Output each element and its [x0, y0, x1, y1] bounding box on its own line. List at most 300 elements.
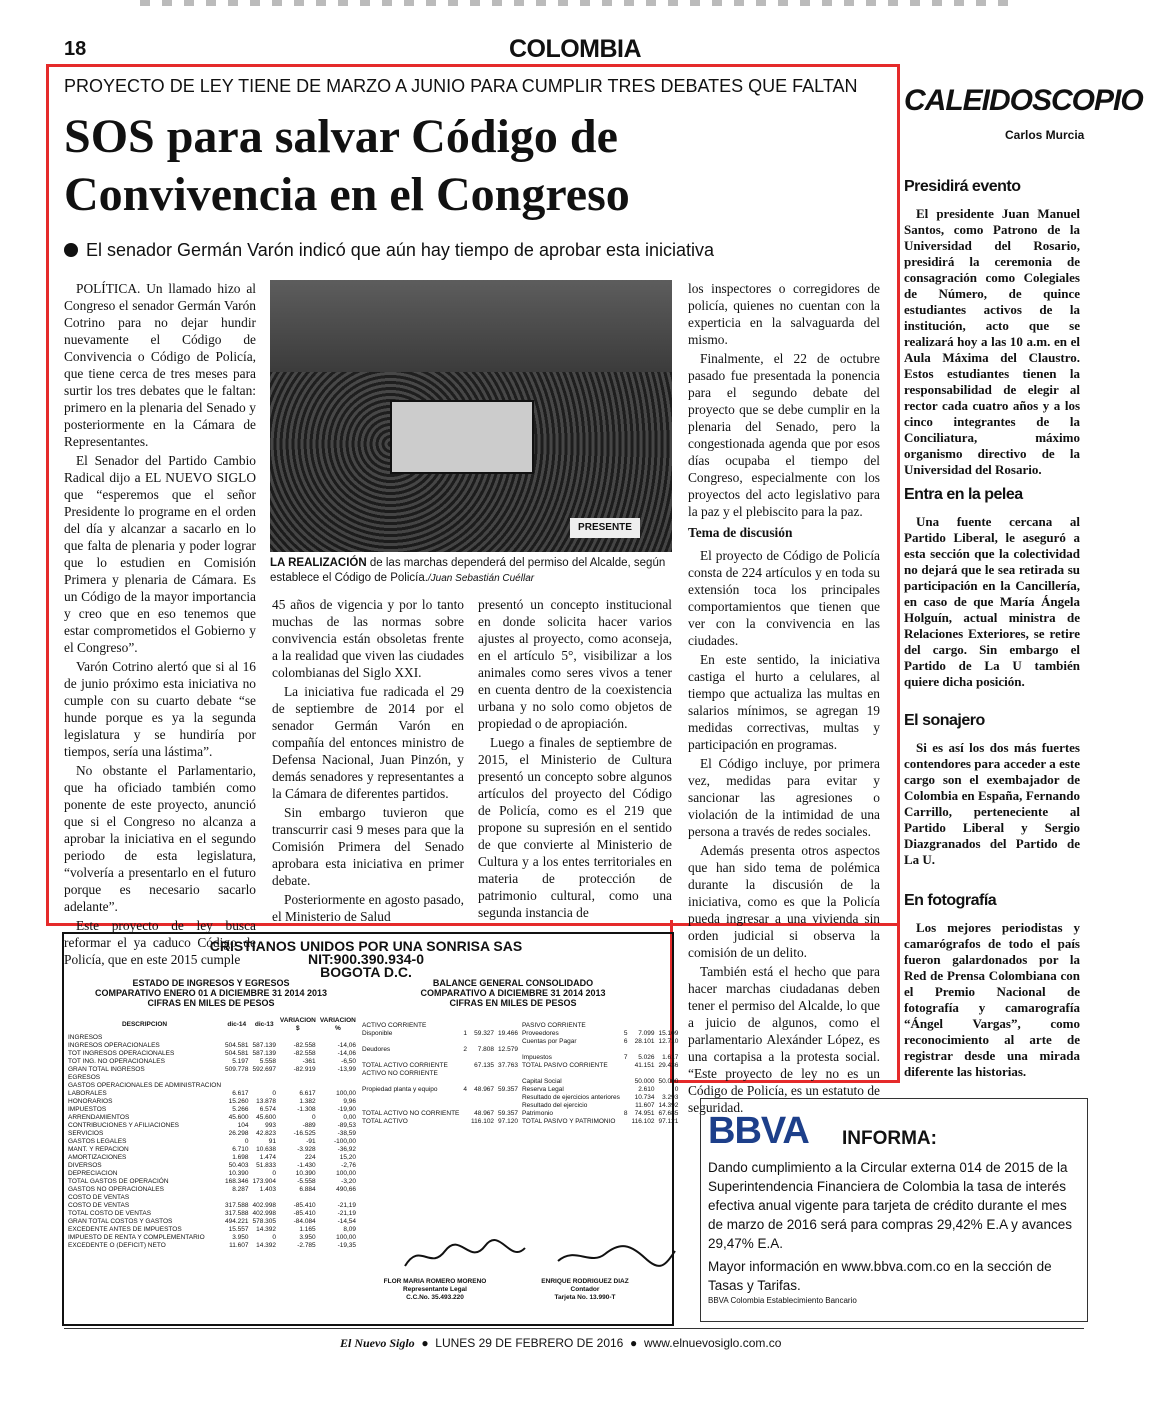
caption-credit: /Juan Sebastián Cuéllar	[427, 573, 535, 584]
table-row	[360, 1070, 680, 1078]
paragraph: El Senador del Partido Cambio Radical dijo a EL NUEVO SIGLO que “esperemos que el señor Presidente lo programe en el orden del día y alcanzar a sacarlo en lo que falta de plenaria y poder lograr que lo estudien en Comisión Primera y plenaria de Cámara. Es un Código de la mayor importancia y creo que en eso tenemos que estar comprometidos el Gobierno y el Congreso”.	[64, 453, 256, 655]
table-cell: 10.390	[228, 1170, 249, 1177]
headline-line-2: Convivencia en el Congreso	[64, 168, 630, 221]
table-row	[360, 1118, 680, 1126]
table-cell: 0	[244, 1138, 249, 1145]
table-cell: Patrimonio	[521, 1110, 554, 1117]
table-cell	[622, 1062, 630, 1070]
table-cell: -82.558	[293, 1050, 316, 1057]
sidebar-brand: CALEIDOSCOPIO	[904, 84, 1143, 117]
table-cell	[360, 1054, 461, 1062]
table-cell: GRAN TOTAL INGRESOS	[68, 1066, 145, 1073]
sidebar-item-text: Si es así los dos más fuertes contendores para acceder a este cargo son el exembajador de Colombia en España, Fernando Carrillo, perteneciente al Partido Liberal y Sergio Diazgranados del Partido de La U.	[904, 740, 1080, 867]
table-cell: TOTAL PASIVO CORRIENTE	[521, 1062, 608, 1069]
table-cell	[461, 1038, 469, 1046]
paragraph: los inspectores o corregidores de policía, quienes no cuentan con la experticia en la salvaguarda del mismo.	[688, 281, 880, 347]
table-cell	[318, 1074, 358, 1082]
table-cell: 5.197	[232, 1058, 249, 1065]
table-cell: -91	[306, 1138, 316, 1145]
table-cell	[360, 1038, 461, 1046]
signatory-role: Representante Legal	[403, 1286, 467, 1293]
sidebar-item-text: Los mejores periodistas y camarógrafos de todo el país fueron galardonados por la Red de Prensa Colombiana con el Premio Nacional de fotografía y camarografía “Ángel Vargas”, como reconocimiento al arte de registrar desde una mirada diferente las historias.	[904, 920, 1080, 1079]
table-cell: EXCEDENTE O (DEFICIT) NETO	[68, 1242, 166, 1249]
table-row	[66, 1106, 358, 1114]
table-cell	[496, 1078, 520, 1086]
footer-date: LUNES 29 DE FEBRERO DE 2016	[435, 1336, 624, 1350]
table-cell: 5.558	[259, 1058, 277, 1065]
table-cell	[360, 1094, 461, 1102]
table-cell: GASTOS NO OPERACIONALES	[68, 1186, 164, 1193]
table-cell: 104	[237, 1122, 249, 1129]
signature-2-icon	[550, 1236, 680, 1276]
table-cell: 1	[463, 1030, 468, 1037]
table-cell: 6.710	[232, 1146, 249, 1153]
table-cell: EGRESOS	[68, 1074, 101, 1081]
signatory-2	[520, 1278, 650, 1302]
table-cell	[496, 1102, 520, 1110]
table-cell	[461, 1070, 469, 1078]
balance-period: COMPARATIVO A DICIEMBRE 31 2014 2013	[420, 988, 606, 998]
table-cell: 26.298	[228, 1130, 249, 1137]
table-cell: -21,19	[337, 1210, 356, 1217]
table-cell: -6,50	[341, 1058, 356, 1065]
sidebar-item-title: Entra en la pelea	[904, 486, 1023, 503]
section-title: COLOMBIA	[508, 35, 642, 63]
table-cell: 13.878	[256, 1098, 277, 1105]
table-cell: 578.305	[252, 1218, 277, 1225]
table-cell: 15.557	[228, 1226, 249, 1233]
article-headline	[64, 108, 874, 224]
table-cell: -38,59	[337, 1130, 356, 1137]
table-row	[66, 1122, 358, 1130]
table-cell: GRAN TOTAL COSTOS Y GASTOS	[68, 1218, 173, 1225]
subheading: Tema de discusión	[688, 525, 793, 540]
table-cell: -82.919	[293, 1066, 316, 1073]
sidebar-item-text: Una fuente cercana al Partido Liberal, le aseguró a esta sección que la colectividad no dejará que le sea retirada su participación en la Cancillería, en caso de que María Ángela Holguín, actual ministra de Relaciones Exteriores, se retire del cargo. Sin embargo el Partido de La U también quiere dicha posición.	[904, 514, 1080, 689]
paragraph: Luego a finales de septiembre de 2015, el Ministerio de Cultura presentó un concepto sobre algunos artículos del proyecto del Código de Policía, como es el 219 que propone su supresión en el sentido de que convierte al Ministerio de Cultura y a los entes territoriales en materia de protección de patrimonio cultural, como una segunda instancia de	[478, 735, 672, 920]
table-cell: -84.084	[293, 1218, 316, 1225]
table-row	[360, 1094, 680, 1102]
table-cell	[251, 1082, 279, 1090]
table-row	[66, 1170, 358, 1178]
table-row	[66, 1130, 358, 1138]
table-cell: 7	[623, 1054, 628, 1061]
table-cell	[461, 1102, 469, 1110]
paragraph: presentó un concepto institucional en donde solicita hacer varios ajustes al proyecto, como aconseja, en el artículo 5°, visibilizar a los animales como seres vivos a tener en cuenta dentro de la coexistencia urbana y no solo como objetos de propiedad o de apropiación.	[478, 597, 672, 731]
sidebar-item-title: En fotografía	[904, 892, 997, 909]
ad-city: BOGOTA D.C.	[320, 964, 412, 980]
table-cell: DIVERSOS	[68, 1162, 102, 1169]
table-row	[66, 1138, 358, 1146]
table-cell: 494.221	[225, 1218, 249, 1225]
table-cell: 67.685	[658, 1110, 679, 1117]
table-cell	[496, 1038, 520, 1046]
table-cell	[469, 1102, 496, 1110]
signatory-id: C.C.No. 35.493.220	[406, 1294, 464, 1301]
table-cell	[469, 1078, 496, 1086]
page-number: 18	[64, 38, 87, 60]
sidebar-author: Carlos Murcia	[1005, 128, 1085, 142]
table-row	[66, 1186, 358, 1194]
table-cell	[520, 1046, 622, 1054]
table-cell: -100,00	[333, 1138, 356, 1145]
table-cell: -19,35	[337, 1242, 356, 1249]
table-cell: -2.785	[297, 1242, 316, 1249]
bbva-more-info: Mayor información en www.bbva.com.co en la sección de Tasas y Tarifas.	[708, 1259, 1052, 1293]
table-cell: PASIVO CORRIENTE	[521, 1022, 586, 1029]
table-cell: 0	[272, 1090, 277, 1097]
article-column-3	[478, 596, 672, 923]
table-cell: TOT INGRESOS OPERACIONALES	[68, 1050, 175, 1057]
signatory-id: Tarjeta No. 13.990-T	[554, 1294, 616, 1301]
table-cell: 100,00	[336, 1170, 356, 1177]
table-cell: 2	[463, 1046, 468, 1053]
table-cell: 15.109	[658, 1030, 679, 1037]
table-row	[360, 1062, 680, 1070]
table-row	[360, 1022, 680, 1030]
signatory-name: ENRIQUE RODRIGUEZ DIAZ	[541, 1278, 629, 1285]
table-cell	[622, 1086, 630, 1094]
footer-site: www.elnuevosiglo.com.co	[643, 1336, 782, 1350]
table-cell: -89,53	[337, 1122, 356, 1129]
table-row	[66, 1082, 358, 1090]
table-cell	[520, 1070, 622, 1078]
table-cell: -85.410	[293, 1210, 316, 1217]
table-cell: -14,06	[337, 1042, 356, 1049]
col-header: VARIACION %	[319, 1017, 356, 1032]
table-cell	[629, 1046, 656, 1054]
table-cell: -5.558	[297, 1178, 316, 1185]
table-cell: 0	[312, 1114, 316, 1121]
table-cell: 14.392	[658, 1102, 679, 1109]
table-row	[360, 1030, 680, 1038]
table-cell	[278, 1082, 318, 1090]
table-cell: Impuestos	[521, 1054, 552, 1061]
paragraph: Sin embargo tuvieron que transcurrir casi 9 meses para que la Comisión Primera del Senado aprobara esta iniciativa en primer debate.	[272, 805, 464, 888]
table-row	[66, 1034, 358, 1042]
article-photo	[270, 280, 672, 552]
table-cell	[318, 1034, 358, 1042]
table-cell: 7.808	[477, 1046, 495, 1053]
article-column-2	[272, 596, 464, 927]
photo-caption	[270, 556, 672, 586]
table-cell: 59.357	[498, 1086, 518, 1093]
table-row	[360, 1110, 680, 1118]
table-cell: 74.951	[634, 1110, 655, 1117]
paragraph: Este proyecto de ley busca reformar el ya caduco Código de Policía, que en este 2015 cumple	[64, 918, 256, 967]
table-cell: -85.410	[293, 1202, 316, 1209]
table-cell: 100,00	[336, 1090, 356, 1097]
table-cell	[318, 1194, 358, 1202]
table-cell	[469, 1054, 496, 1062]
table-cell	[496, 1054, 520, 1062]
table-cell: ACTIVO CORRIENTE	[362, 1022, 427, 1029]
table-row	[66, 1146, 358, 1154]
paragraph: También está el hecho que para hacer marchas ciudadanas deben tener el permiso del Alcalde, lo que a juicio de algunos, como el parlamentario Alexánder López, es una cortapisa a la protesta social. “Este proyecto de ley no es un Código de Policía, es un estatuto de seguridad.	[688, 964, 880, 1115]
table-cell: 402.998	[252, 1210, 277, 1217]
table-cell: COSTO DE VENTAS	[68, 1202, 130, 1209]
bbva-body	[708, 1158, 1078, 1295]
table-row	[66, 1234, 358, 1242]
headline-line-1: SOS para salvar Código de	[64, 110, 618, 163]
income-title: ESTADO DE INGRESOS Y EGRESOS	[132, 978, 290, 988]
table-cell: TOTAL COSTO DE VENTAS	[68, 1210, 152, 1217]
table-cell: 3.950	[299, 1234, 316, 1241]
table-row	[360, 1054, 680, 1062]
table-cell: 7.099	[638, 1030, 655, 1037]
table-cell	[469, 1022, 496, 1030]
table-row	[66, 1090, 358, 1098]
table-cell: -361	[302, 1058, 316, 1065]
table-cell	[223, 1074, 251, 1082]
table-row	[360, 1102, 680, 1110]
bbva-logo: BBVA	[708, 1110, 809, 1152]
table-cell	[622, 1094, 630, 1102]
table-cell	[622, 1118, 630, 1126]
table-cell: 509.778	[225, 1066, 249, 1073]
table-cell: Disponible	[362, 1030, 393, 1037]
table-cell: -16.525	[293, 1130, 316, 1137]
table-cell: 587.139	[252, 1050, 277, 1057]
table-cell: 11.607	[229, 1242, 249, 1249]
table-cell: -1.308	[297, 1106, 316, 1113]
table-cell: 100,00	[336, 1234, 356, 1241]
table-cell	[223, 1082, 251, 1090]
income-table-body	[66, 1034, 358, 1250]
table-cell	[461, 1094, 469, 1102]
table-cell: 10.638	[256, 1146, 277, 1153]
table-row	[66, 1154, 358, 1162]
table-cell: TOTAL ACTIVO CORRIENTE	[362, 1062, 448, 1069]
table-cell: 1.474	[259, 1154, 277, 1161]
table-cell: 168.346	[225, 1178, 249, 1185]
table-cell: -14,06	[337, 1050, 356, 1057]
bullet-icon	[64, 243, 78, 257]
table-cell: 317.588	[225, 1202, 249, 1209]
table-cell: -82.558	[293, 1042, 316, 1049]
table-cell: 9,96	[343, 1098, 356, 1105]
table-cell	[629, 1070, 656, 1078]
paragraph: POLÍTICA. Un llamado hizo al Congreso el senador Germán Varón Cotrino para no dejar hundir nuevamente el Código de Convivencia o Código de Policía, que tiene cerca de tres meses para surtir los tres debates que le faltan: primero en la plenaria del Senado y posteriormente en la Cámara de Representantes.	[64, 281, 256, 449]
table-cell	[629, 1022, 656, 1030]
table-row	[66, 1226, 358, 1234]
table-cell: 173.904	[252, 1178, 277, 1185]
table-cell: Resultado del ejercicio	[521, 1102, 588, 1109]
table-cell: 29.436	[658, 1062, 679, 1069]
table-cell: COSTO DE VENTAS	[68, 1194, 130, 1201]
table-cell	[318, 1082, 358, 1090]
table-cell	[461, 1078, 469, 1086]
paragraph: Posteriormente en agosto pasado, el Ministerio de Salud	[272, 892, 464, 924]
table-cell	[278, 1074, 318, 1082]
table-cell: 50.000	[658, 1078, 679, 1085]
table-cell: 14.392	[256, 1226, 277, 1233]
table-cell: EXCEDENTE ANTES DE IMPUESTOS	[68, 1226, 182, 1233]
table-cell: 50.403	[228, 1162, 249, 1169]
table-cell	[461, 1118, 469, 1126]
table-cell: 5.266	[232, 1106, 249, 1113]
table-cell: 59.357	[498, 1110, 518, 1117]
table-row	[66, 1218, 358, 1226]
table-cell	[251, 1074, 279, 1082]
income-units: CIFRAS EN MILES DE PESOS	[147, 998, 275, 1008]
footer-bullet-icon: ●	[626, 1336, 641, 1350]
table-cell: GASTOS OPERACIONALES DE ADMINISTRACION	[68, 1082, 222, 1089]
table-cell	[622, 1078, 630, 1086]
table-row	[66, 1066, 358, 1074]
table-row	[66, 1050, 358, 1058]
article-kicker: PROYECTO DE LEY TIENE DE MARZO A JUNIO PARA CUMPLIR TRES DEBATES QUE FALTAN	[64, 76, 858, 96]
photo-vehicle	[390, 400, 534, 474]
table-cell: TOTAL GASTOS DE OPERACIÓN	[68, 1178, 169, 1185]
table-row	[66, 1178, 358, 1186]
table-cell	[278, 1034, 318, 1042]
table-row	[360, 1086, 680, 1094]
table-cell	[461, 1022, 469, 1030]
table-cell: Propiedad planta y equipo	[362, 1086, 438, 1093]
table-row	[66, 1114, 358, 1122]
table-cell: Deudores	[362, 1046, 391, 1053]
table-cell: INGRESOS	[68, 1034, 103, 1041]
table-cell: Resultado de ejercicios anteriores	[521, 1094, 620, 1101]
table-cell: IMPUESTO DE RENTA Y COMPLEMENTARIO	[68, 1234, 205, 1241]
table-cell: 116.102	[471, 1118, 495, 1125]
bbva-heading: INFORMA:	[842, 1128, 937, 1149]
table-cell: 14.392	[256, 1242, 277, 1249]
table-cell: IMPUESTOS	[68, 1106, 107, 1113]
footer-paper: El Nuevo Siglo	[340, 1336, 415, 1350]
table-cell: 8,09	[343, 1226, 356, 1233]
table-cell: ARRENDAMIENTOS	[68, 1114, 130, 1121]
table-cell: 1.698	[232, 1154, 249, 1161]
income-statement-table	[66, 1016, 358, 1250]
bbva-text: Dando cumplimiento a la Circular externa 014 de 2015 de la Superintendencia Financiera de Colombia la tasa de interés efectiva anual vigente para tarjeta de crédito durante el mes de marzo de 2016 será para compras 29,42% E.A y avances 29,47% E.A.	[708, 1160, 1072, 1251]
table-row	[66, 1042, 358, 1050]
table-cell: 6.617	[232, 1090, 249, 1097]
article-deck	[64, 240, 714, 261]
table-cell: -1.430	[297, 1162, 316, 1169]
table-cell: 12.579	[498, 1046, 518, 1053]
paragraph: 45 años de vigencia y por lo tanto muchas de las normas sobre convivencia están obsoletas frente a la realidad que viven las ciudades colombianas del Siglo XXI.	[272, 597, 464, 680]
table-cell	[461, 1062, 469, 1070]
table-row	[360, 1078, 680, 1086]
table-cell: 97.120	[498, 1118, 518, 1125]
table-cell: 0	[272, 1234, 277, 1241]
table-cell: -19,90	[337, 1106, 356, 1113]
table-cell: AMORTIZACIONES	[68, 1154, 127, 1161]
signature-1-icon	[400, 1236, 530, 1276]
col-header: dic-14	[227, 1021, 247, 1028]
table-cell	[657, 1022, 681, 1030]
balance-sheet-header	[360, 978, 666, 1008]
footer-rule	[64, 1328, 1084, 1329]
table-cell: SERVICIOS	[68, 1130, 104, 1137]
table-cell: 490,66	[336, 1186, 356, 1193]
table-cell: 402.998	[252, 1202, 277, 1209]
table-cell: 45.600	[256, 1114, 277, 1121]
photo-sign: PRESENTE	[570, 518, 640, 538]
table-cell: 3.950	[232, 1234, 249, 1241]
table-cell: DEPRECIACION	[68, 1170, 118, 1177]
table-cell: 1.382	[299, 1098, 316, 1105]
table-cell	[657, 1070, 681, 1078]
balance-table-body	[360, 1022, 680, 1126]
table-cell	[496, 1022, 520, 1030]
caption-lead: LA REALIZACIÓN	[270, 557, 367, 569]
table-cell: 10.390	[295, 1170, 316, 1177]
col-header: dic-13	[254, 1021, 274, 1028]
table-cell: 48.967	[474, 1110, 495, 1117]
signatory-role: Contador	[570, 1286, 600, 1293]
table-cell: 4	[463, 1086, 468, 1093]
paragraph: El proyecto de Código de Policía consta de 224 artículos y en toda su extensión toca los principales comportamientos que tienen que ver con la convivencia en las ciudades.	[688, 548, 880, 648]
sidebar-item-text: El presidente Juan Manuel Santos, como Patrono de la Universidad del Rosario, presidirá la ceremonia de consagración como Colegiales de Número, de quince estudiantes activos de la institución, acto que se realizará hoy a las 10 a.m. en el Aula Máxima del Claustro. Estos estudiantes tienen la responsabilidad de elegir al rector cada cuatro años y a los cinco integrantes de la Conciliatura, máximo organismo directivo de la Universidad del Rosario.	[904, 206, 1080, 477]
paragraph: Además presenta otros aspectos que han sido tema de polémica durante la discusión de la iniciativa, como es que la Policía pueda ingresar a una vivienda sin orden judicial si observa la comisión de un delito.	[688, 843, 880, 960]
signatory-1	[370, 1278, 500, 1302]
table-cell: 1.165	[299, 1226, 316, 1233]
bbva-footer: BBVA Colombia Establecimiento Bancario	[708, 1296, 857, 1305]
table-row	[66, 1162, 358, 1170]
table-cell: 224	[304, 1154, 316, 1161]
table-cell: 11.607	[635, 1102, 655, 1109]
table-cell: 587.139	[252, 1042, 277, 1049]
table-header-row	[66, 1016, 358, 1034]
table-cell	[496, 1094, 520, 1102]
table-cell	[461, 1110, 469, 1118]
table-row	[360, 1046, 680, 1054]
paragraph: El Código incluye, por primera vez, medidas para evitar y sancionar las agresiones o violación de la intimidad de una persona a través de redes sociales.	[688, 756, 880, 839]
footer-bullet-icon: ●	[418, 1336, 432, 1350]
page-footer	[340, 1336, 781, 1351]
income-period: COMPARATIVO ENERO 01 A DICIEMBRE 31 2014 2013	[94, 988, 328, 998]
table-cell: 592.697	[252, 1066, 277, 1073]
table-cell: 116.102	[631, 1118, 655, 1125]
table-cell: CONTRIBUCIONES Y AFILIACIONES	[68, 1122, 180, 1129]
paragraph: Finalmente, el 22 de octubre pasado fue presentada la ponencia para el segundo debate del proyecto que se debe cumplir en la plenaria del Senado, pero la congestionada agenda que por esos días ocupaba el tiempo del Congreso, especialmente con los proyectos del acto legislativo para la paz y el plebiscito para la paz.	[688, 351, 880, 519]
table-cell: Proveedores	[521, 1030, 559, 1037]
table-cell	[223, 1194, 251, 1202]
table-cell: 51.833	[256, 1162, 277, 1169]
table-cell: 8	[623, 1110, 628, 1117]
table-cell: 2.610	[638, 1086, 655, 1093]
table-row	[66, 1098, 358, 1106]
table-cell: -36,92	[337, 1146, 356, 1153]
table-cell	[622, 1102, 630, 1110]
deck-text: El senador Germán Varón indicó que aún hay tiempo de aprobar esta iniciativa	[86, 240, 715, 260]
table-cell: Cuentas por Pagar	[521, 1038, 577, 1045]
income-statement-header	[66, 978, 356, 1008]
table-cell: Reserva Legal	[521, 1086, 564, 1093]
table-cell: 48.967	[474, 1086, 495, 1093]
table-cell: 1.617	[662, 1054, 679, 1061]
table-cell	[278, 1194, 318, 1202]
table-row	[66, 1210, 358, 1218]
table-cell	[469, 1070, 496, 1078]
table-cell: 6.617	[299, 1090, 316, 1097]
table-cell: 15,20	[339, 1154, 356, 1161]
signatory-name: FLOR MARIA ROMERO MORENO	[383, 1278, 487, 1285]
table-cell: 5	[623, 1030, 628, 1037]
table-cell: INGRESOS OPERACIONALES	[68, 1042, 160, 1049]
table-cell: 6.884	[299, 1186, 316, 1193]
paragraph: No obstante el Parlamentario, que ha oficiado también como ponente de este proyecto, anunció que si el Congreso no alcanza a aprobar la iniciativa en el segundo periodo de esta legislatura, “volvería a presentarlo en el futuro porque es necesario sacarlo adelante”.	[64, 763, 256, 914]
table-cell: 45.600	[228, 1114, 249, 1121]
table-cell: 59.327	[474, 1030, 495, 1037]
table-cell: -3.928	[297, 1146, 316, 1153]
sidebar-item-title: El sonajero	[904, 712, 985, 729]
table-cell: 0,00	[343, 1114, 356, 1121]
paragraph: La iniciativa fue radicada el 29 de septiembre de 2014 por el senador Germán Varón en compañía del entonces ministro de Defensa Nacional, Juan Pinzón, y demás senadores y representantes a la Cámara de diferentes partidos.	[272, 684, 464, 801]
